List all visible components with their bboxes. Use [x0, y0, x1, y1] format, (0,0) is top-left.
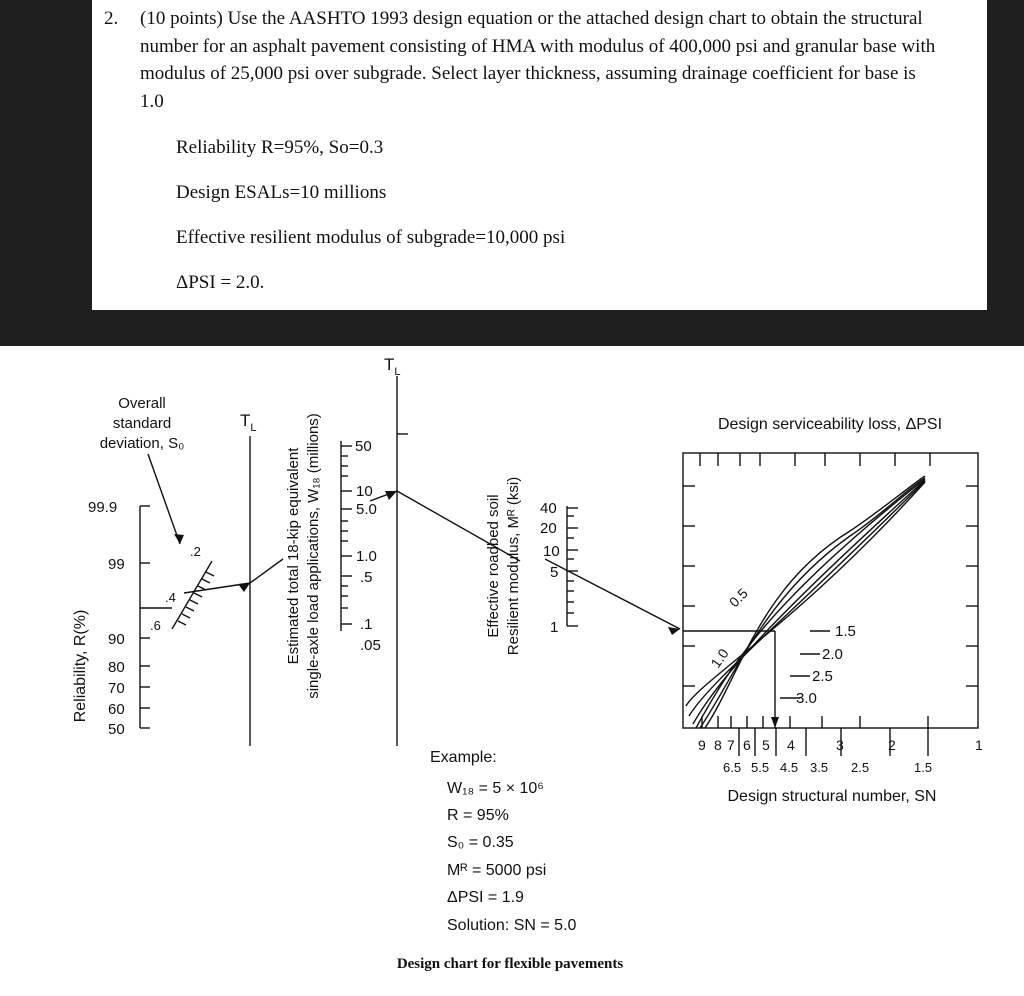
- sn-tick-6: 6: [743, 737, 751, 753]
- given-delta-psi: ΔPSI = 2.0.: [176, 272, 265, 293]
- given-reliability: Reliability R=95%, So=0.3: [176, 137, 384, 158]
- sn-tick-9: 9: [698, 737, 706, 753]
- sn-tick-1: 1: [975, 737, 983, 753]
- sn-tick-8: 8: [714, 737, 722, 753]
- question-panel: [92, 0, 987, 310]
- reliability-tick-99.9: 99.9: [88, 499, 118, 516]
- psi-curve-label-2.5: 2.5: [812, 668, 833, 685]
- example-solution: Solution: SN = 5.0: [447, 917, 577, 934]
- psi-chart-title: Design serviceability loss, ΔPSI: [717, 416, 943, 433]
- sn-tick-1.5: 1.5: [914, 760, 933, 775]
- reliability-tick-99: 99: [108, 556, 125, 573]
- mr-axis-label-line1: Effective roadbed soil: [485, 494, 502, 638]
- sn-tick-3: 3: [836, 737, 844, 753]
- mr-tick-1: 1: [550, 619, 559, 636]
- mr-tick-5: 5: [550, 564, 559, 581]
- so-tick-0.2: .2: [190, 544, 201, 559]
- so-label-line1: Overall: [118, 395, 166, 412]
- reliability-tick-80: 80: [108, 659, 125, 676]
- so-tick-0.4: .4: [165, 590, 176, 605]
- sn-tick-6.5: 6.5: [723, 760, 742, 775]
- psi-curve-label-0.5: 0.5: [725, 585, 751, 611]
- chart-caption: Design chart for flexible pavements: [396, 956, 624, 972]
- example-reliability: R = 95%: [447, 807, 509, 824]
- given-esals: Design ESALs=10 millions: [176, 182, 387, 203]
- reliability-tick-50: 50: [108, 721, 125, 738]
- mr-axis-label-line2: Resilient modulus, Mᴿ (ksi): [505, 476, 522, 656]
- example-so: S₀ = 0.35: [447, 834, 514, 851]
- esal-tick-0.5: .5: [360, 569, 373, 586]
- reliability-tick-60: 60: [108, 701, 125, 718]
- sn-tick-2: 2: [888, 737, 896, 753]
- reliability-tick-90: 90: [108, 631, 125, 648]
- sn-tick-4: 4: [787, 737, 795, 753]
- so-label-line2: standard: [112, 415, 172, 432]
- esal-tick-10: 10: [356, 483, 373, 500]
- example-delta-psi: ΔPSI = 1.9: [447, 889, 524, 906]
- mr-tick-10: 10: [543, 543, 560, 560]
- design-chart: [0, 346, 1024, 996]
- sn-tick-4.5: 4.5: [780, 760, 799, 775]
- so-tick-0.6: .6: [150, 618, 161, 633]
- so-label-line3: deviation, S₀: [99, 435, 185, 452]
- psi-curve-label-3.0: 3.0: [796, 690, 817, 707]
- esal-tick-1: 1.0: [356, 548, 377, 565]
- tl-label-left: $T_L$: [240, 411, 257, 434]
- given-subgrade-modulus: Effective resilient modulus of subgrade=10,000 psi: [176, 227, 566, 248]
- psi-curve-label-1.0: 1.0: [707, 645, 732, 671]
- mr-tick-40: 40: [540, 500, 557, 517]
- reliability-axis-label: Reliability, R(%): [72, 609, 89, 723]
- question-statement: [104, 5, 944, 115]
- example-mr: Mᴿ = 5000 psi: [447, 862, 547, 879]
- esal-tick-0.05: .05: [360, 637, 381, 654]
- tl-label-right: $T_L$: [384, 355, 401, 378]
- question-number: 2.: [104, 8, 119, 29]
- sn-tick-3.5: 3.5: [810, 760, 829, 775]
- esal-tick-0.1: .1: [360, 616, 373, 633]
- sn-tick-5: 5: [762, 737, 770, 753]
- psi-curve-label-1.5: 1.5: [835, 623, 856, 640]
- example-title: Example:: [430, 749, 497, 766]
- sn-axis-label: Design structural number, SN: [727, 788, 937, 805]
- sn-tick-5.5: 5.5: [751, 760, 770, 775]
- esal-tick-50: 50: [355, 438, 372, 455]
- esal-tick-5: 5.0: [356, 501, 377, 518]
- esal-axis-label-line2: single-axle load applications, W₁₈ (millions): [305, 413, 322, 699]
- mr-tick-20: 20: [540, 520, 557, 537]
- design-chart-panel: [0, 346, 1024, 996]
- question-text: (10 points) Use the AASHTO 1993 design equation or the attached design chart to obtain the structural number for an asphalt pavement consisting of HMA with modulus of 400,000 psi and granular base with modulus of 25,000 psi over subgrade. Select layer thickness, assuming drainage coefficient for base is 1.0: [140, 8, 936, 112]
- reliability-tick-70: 70: [108, 680, 125, 697]
- esal-axis-label-line1: Estimated total 18-kip equivalent: [285, 447, 302, 665]
- psi-curve-label-2.0: 2.0: [822, 646, 843, 663]
- example-w18: W₁₈ = 5 × 10⁶: [447, 780, 544, 797]
- sn-tick-2.5: 2.5: [851, 760, 870, 775]
- sn-tick-7: 7: [727, 737, 735, 753]
